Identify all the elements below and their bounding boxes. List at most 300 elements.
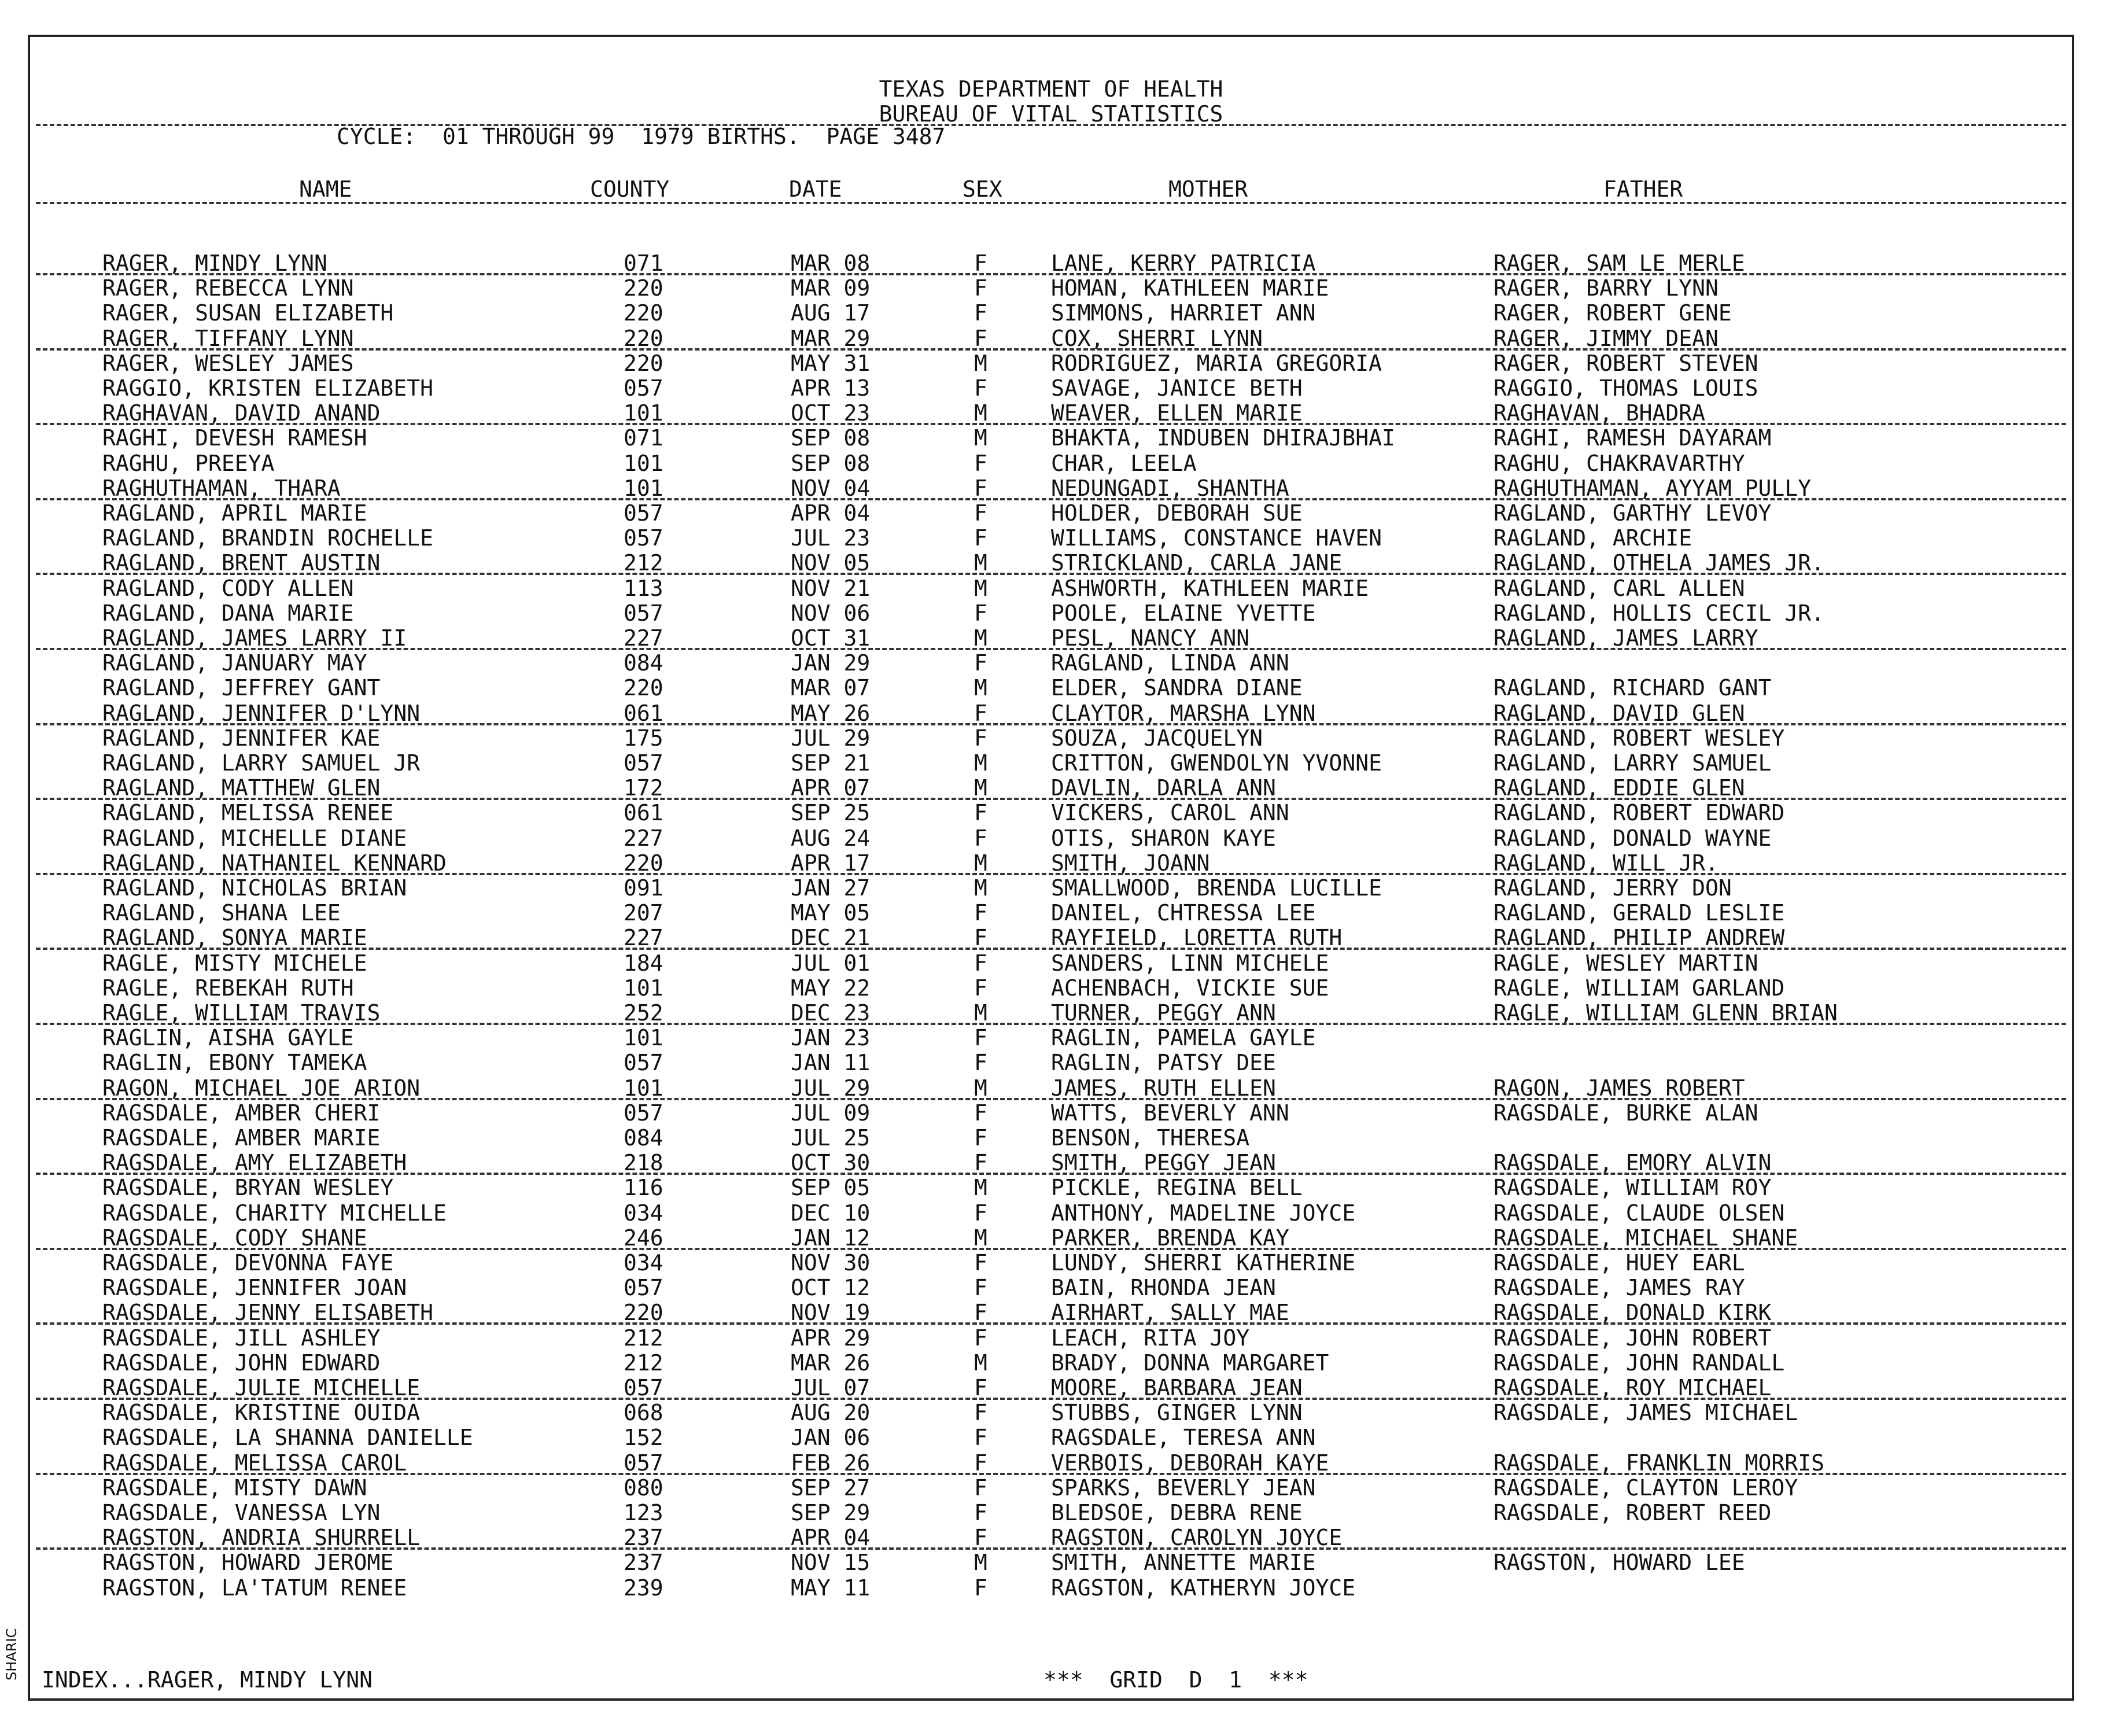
record-row [30,326,2072,351]
column-header-mother: MOTHER [1168,176,1248,202]
record-father: RAGSDALE, CLAUDE OLSEN [1493,1200,1785,1226]
record-name: RAGGIO, KRISTEN ELIZABETH [102,375,433,401]
record-sex: F [974,825,987,851]
record-father: RAGSTON, HOWARD LEE [1493,1550,1745,1576]
record-name: RAGHU, PREEYA [102,450,275,476]
record-father: RAGLE, WILLIAM GLENN BRIAN [1493,1000,1838,1026]
record-row [30,901,2072,926]
record-sex: M [974,550,987,576]
record-father: RAGLAND, PHILIP ANDREW [1493,925,1785,951]
record-county: 034 [624,1250,663,1276]
record-mother: CRITTON, GWENDOLYN YVONNE [1051,750,1382,776]
record-row [30,626,2072,651]
record-county: 220 [624,325,663,351]
record-date: NOV 06 [791,600,871,626]
record-name: RAGLE, REBEKAH RUTH [102,975,354,1001]
record-name: RAGSDALE, JULIE MICHELLE [102,1375,421,1400]
record-date: MAY 11 [791,1575,871,1601]
record-date: AUG 17 [791,300,871,326]
record-date: DEC 21 [791,925,871,951]
record-date: NOV 15 [791,1550,871,1576]
record-row [30,1175,2072,1200]
document-page [28,35,2074,1701]
record-row [30,1425,2072,1450]
record-date: JUL 07 [791,1375,871,1400]
record-date: MAR 29 [791,325,871,351]
record-county: 101 [624,1075,663,1101]
record-county: 123 [624,1500,663,1525]
record-name: RAGLIN, AISHA GAYLE [102,1025,354,1051]
record-row [30,676,2072,701]
record-sex: F [974,300,987,326]
record-date: MAY 05 [791,900,871,926]
record-sex: F [974,650,987,676]
record-sex: F [974,1100,987,1126]
record-date: NOV 30 [791,1250,871,1276]
record-name: RAGLAND, BRENT AUSTIN [102,550,381,576]
record-father: RAGHUTHAMAN, AYYAM PULLY [1493,475,1812,501]
record-name: RAGHAVAN, DAVID ANAND [102,400,381,426]
record-date: FEB 26 [791,1450,871,1476]
record-date: MAR 07 [791,675,871,701]
record-mother: OTIS, SHARON KAYE [1051,825,1276,851]
record-county: 239 [624,1575,663,1601]
record-county: 237 [624,1525,663,1551]
record-mother: VERBOIS, DEBORAH KAYE [1051,1450,1329,1476]
record-row [30,1251,2072,1276]
record-sex: F [974,725,987,751]
record-name: RAGER, WESLEY JAMES [102,350,354,376]
record-county: 057 [624,750,663,776]
record-father: RAGLAND, HOLLIS CECIL JR. [1493,600,1824,626]
record-father: RAGLAND, LARRY SAMUEL [1493,750,1772,776]
record-name: RAGSDALE, MELISSA CAROL [102,1450,407,1476]
record-father: RAGER, ROBERT STEVEN [1493,350,1758,376]
record-date: JUL 29 [791,725,871,751]
record-row [30,651,2072,676]
record-date: JAN 29 [791,650,871,676]
record-mother: RODRIGUEZ, MARIA GREGORIA [1051,350,1382,376]
record-row [30,751,2072,776]
record-sex: M [974,1350,987,1376]
record-mother: DANIEL, CHTRESSA LEE [1051,900,1316,926]
record-row [30,1151,2072,1175]
record-mother: BRADY, DONNA MARGARET [1051,1350,1329,1376]
record-date: APR 07 [791,775,871,801]
record-father: RAGLE, WESLEY MARTIN [1493,950,1758,976]
record-date: OCT 31 [791,625,871,651]
record-county: 061 [624,700,663,726]
record-sex: M [974,1000,987,1026]
record-sex: M [974,1550,987,1576]
record-mother: SMITH, ANNETTE MARIE [1051,1550,1316,1576]
record-sex: M [974,425,987,451]
record-sex: F [974,1575,987,1601]
record-county: 057 [624,1375,663,1400]
record-row [30,1576,2072,1601]
record-sex: M [974,350,987,376]
record-county: 068 [624,1400,663,1426]
record-date: MAR 08 [791,250,871,276]
record-mother: ELDER, SANDRA DIANE [1051,675,1303,701]
record-county: 113 [624,575,663,601]
record-name: RAGLAND, JENNIFER KAE [102,725,381,751]
record-date: JUL 09 [791,1100,871,1126]
record-father: RAGER, ROBERT GENE [1493,300,1732,326]
column-header-date: DATE [789,176,842,202]
record-county: 101 [624,450,663,476]
record-county: 057 [624,500,663,526]
record-row [30,1376,2072,1400]
grid-footer: *** GRID D 1 *** [1043,1667,1308,1693]
record-county: 218 [624,1150,663,1176]
record-row [30,726,2072,751]
record-father: RAGLAND, RICHARD GANT [1493,675,1772,701]
record-mother: BLEDSOE, DEBRA RENE [1051,1500,1303,1525]
record-county: 184 [624,950,663,976]
record-date: JUL 23 [791,525,871,551]
record-county: 071 [624,250,663,276]
record-sex: F [974,1525,987,1551]
record-sex: F [974,800,987,826]
record-sex: M [974,750,987,776]
record-county: 220 [624,300,663,326]
record-mother: JAMES, RUTH ELLEN [1051,1075,1276,1101]
record-row [30,576,2072,601]
record-father: RAGSDALE, CLAYTON LEROY [1493,1475,1798,1501]
record-name: RAGLIN, EBONY TAMEKA [102,1050,367,1076]
record-mother: WILLIAMS, CONSTANCE HAVEN [1051,525,1382,551]
record-name: RAGSDALE, AMY ELIZABETH [102,1150,407,1176]
record-county: 057 [624,1100,663,1126]
record-date: SEP 08 [791,425,871,451]
record-date: AUG 20 [791,1400,871,1426]
record-father: RAGLE, WILLIAM GARLAND [1493,975,1785,1001]
record-county: 084 [624,650,663,676]
record-mother: HOMAN, KATHLEEN MARIE [1051,275,1329,301]
record-row [30,451,2072,476]
record-date: APR 29 [791,1325,871,1351]
record-sex: F [974,1300,987,1326]
record-row [30,401,2072,426]
record-name: RAGLE, MISTY MICHELE [102,950,367,976]
record-mother: STRICKLAND, CARLA JANE [1051,550,1343,576]
record-mother: HOLDER, DEBORAH SUE [1051,500,1303,526]
column-header-county: COUNTY [590,176,670,202]
record-name: RAGLAND, CODY ALLEN [102,575,354,601]
record-row [30,276,2072,301]
record-mother: ANTHONY, MADELINE JOYCE [1051,1200,1356,1226]
record-row [30,801,2072,825]
record-name: RAGLAND, JENNIFER D'LYNN [102,700,421,726]
record-sex: F [974,475,987,501]
record-sex: F [974,1450,987,1476]
record-sex: M [974,875,987,901]
record-father: RAGER, BARRY LYNN [1493,275,1719,301]
record-sex: F [974,1325,987,1351]
record-sex: M [974,1225,987,1251]
record-county: 061 [624,800,663,826]
row-guide-rule [36,1098,2066,1100]
record-name: RAGSDALE, CODY SHANE [102,1225,367,1251]
record-mother: MOORE, BARBARA JEAN [1051,1375,1303,1400]
record-row [30,1501,2072,1525]
record-name: RAGON, MICHAEL JOE ARION [102,1075,421,1101]
record-sex: M [974,575,987,601]
row-guide-rule [36,1322,2066,1325]
record-mother: VICKERS, CAROL ANN [1051,800,1289,826]
record-sex: F [974,525,987,551]
record-date: SEP 21 [791,750,871,776]
record-mother: ASHWORTH, KATHLEEN MARIE [1051,575,1369,601]
record-row [30,1276,2072,1300]
record-county: 071 [624,425,663,451]
record-father: RAGLAND, OTHELA JAMES JR. [1493,550,1824,576]
record-county: 207 [624,900,663,926]
record-row [30,701,2072,726]
record-date: JUL 25 [791,1125,871,1151]
record-date: APR 04 [791,1525,871,1551]
record-father: RAGSDALE, EMORY ALVIN [1493,1150,1772,1176]
record-date: JUL 01 [791,950,871,976]
column-header-rule [36,202,2066,204]
record-county: 220 [624,675,663,701]
record-mother: LEACH, RITA JOY [1051,1325,1250,1351]
record-father: RAGSDALE, WILLIAM ROY [1493,1175,1772,1201]
record-sex: F [974,1400,987,1426]
record-sex: F [974,450,987,476]
record-father: RAGSDALE, HUEY EARL [1493,1250,1745,1276]
record-date: AUG 24 [791,825,871,851]
bureau-title: BUREAU OF VITAL STATISTICS [879,101,1223,127]
record-date: SEP 29 [791,1500,871,1525]
record-sex: F [974,900,987,926]
record-date: JAN 23 [791,1025,871,1051]
record-row [30,551,2072,576]
record-county: 057 [624,525,663,551]
record-county: 101 [624,475,663,501]
record-date: APR 17 [791,850,871,876]
record-county: 175 [624,725,663,751]
record-father: RAGHI, RAMESH DAYARAM [1493,425,1772,451]
record-sex: M [974,625,987,651]
record-county: 212 [624,1350,663,1376]
row-guide-rule [36,573,2066,575]
record-father: RAGHAVAN, BHADRA [1493,400,1706,426]
record-row [30,1126,2072,1151]
record-name: RAGSTON, LA'TATUM RENEE [102,1575,407,1601]
record-county: 227 [624,925,663,951]
record-father: RAGON, JAMES ROBERT [1493,1075,1745,1101]
record-name: RAGLAND, NICHOLAS BRIAN [102,875,407,901]
row-guide-rule [36,723,2066,725]
record-father: RAGLAND, EDDIE GLEN [1493,775,1745,801]
record-name: RAGSDALE, KRISTINE OUIDA [102,1400,421,1426]
record-county: 116 [624,1175,663,1201]
record-row [30,1201,2072,1226]
record-name: RAGLE, WILLIAM TRAVIS [102,1000,381,1026]
record-father: RAGLAND, DAVID GLEN [1493,700,1745,726]
side-mark: SHARIC [3,1628,20,1680]
record-mother: COX, SHERRI LYNN [1051,325,1263,351]
record-father: RAGLAND, GARTHY LEVOY [1493,500,1772,526]
record-father: RAGSDALE, JOHN ROBERT [1493,1325,1772,1351]
record-county: 057 [624,1275,663,1301]
record-name: RAGSDALE, AMBER MARIE [102,1125,381,1151]
record-county: 101 [624,1025,663,1051]
record-name: RAGLAND, MATTHEW GLEN [102,775,381,801]
record-father: RAGSDALE, JOHN RANDALL [1493,1350,1785,1376]
record-father: RAGSDALE, JAMES RAY [1493,1275,1745,1301]
record-date: JAN 12 [791,1225,871,1251]
record-mother: BAIN, RHONDA JEAN [1051,1275,1276,1301]
record-sex: F [974,375,987,401]
record-sex: F [974,1200,987,1226]
record-father: RAGLAND, GERALD LESLIE [1493,900,1785,926]
record-sex: M [974,775,987,801]
record-date: NOV 05 [791,550,871,576]
record-name: RAGLAND, LARRY SAMUEL JR [102,750,421,776]
record-name: RAGHUTHAMAN, THARA [102,475,341,501]
record-father: RAGER, JIMMY DEAN [1493,325,1719,351]
record-row [30,426,2072,451]
record-sex: F [974,950,987,976]
record-row [30,526,2072,551]
record-name: RAGSDALE, CHARITY MICHELLE [102,1200,447,1226]
record-row [30,351,2072,376]
record-county: 246 [624,1225,663,1251]
record-sex: M [974,675,987,701]
record-mother: DAVLIN, DARLA ANN [1051,775,1276,801]
record-row [30,876,2072,901]
record-date: OCT 30 [791,1150,871,1176]
record-county: 220 [624,850,663,876]
record-row [30,951,2072,976]
record-sex: M [974,850,987,876]
record-county: 227 [624,625,663,651]
record-name: RAGER, REBECCA LYNN [102,275,354,301]
record-name: RAGLAND, MICHELLE DIANE [102,825,407,851]
record-county: 101 [624,400,663,426]
record-mother: WATTS, BEVERLY ANN [1051,1100,1289,1126]
record-sex: M [974,1175,987,1201]
record-date: SEP 27 [791,1475,871,1501]
record-sex: M [974,1075,987,1101]
record-row [30,301,2072,326]
record-father: RAGLAND, JAMES LARRY [1493,625,1758,651]
row-guide-rule [36,1473,2066,1475]
record-county: 252 [624,1000,663,1026]
record-father: RAGSDALE, ROBERT REED [1493,1500,1772,1525]
column-header-sex: SEX [963,176,1002,202]
record-county: 152 [624,1425,663,1451]
record-father: RAGSDALE, ROY MICHAEL [1493,1375,1772,1400]
record-date: OCT 12 [791,1275,871,1301]
record-mother: SPARKS, BEVERLY JEAN [1051,1475,1316,1501]
record-row [30,826,2072,851]
record-mother: RAGLAND, LINDA ANN [1051,650,1289,676]
record-name: RAGSDALE, LA SHANNA DANIELLE [102,1425,473,1451]
record-date: JAN 27 [791,875,871,901]
record-row [30,1300,2072,1325]
record-father: RAGSDALE, BURKE ALAN [1493,1100,1758,1126]
record-mother: SMITH, PEGGY JEAN [1051,1150,1276,1176]
record-mother: LANE, KERRY PATRICIA [1051,250,1316,276]
record-date: JAN 06 [791,1425,871,1451]
record-mother: WEAVER, ELLEN MARIE [1051,400,1303,426]
record-father: RAGLAND, JERRY DON [1493,875,1732,901]
record-sex: F [974,500,987,526]
record-mother: PARKER, BRENDA KAY [1051,1225,1289,1251]
record-mother: BHAKTA, INDUBEN DHIRAJBHAI [1051,425,1395,451]
record-mother: ACHENBACH, VICKIE SUE [1051,975,1329,1001]
record-name: RAGLAND, APRIL MARIE [102,500,367,526]
record-row [30,601,2072,626]
record-row [30,1051,2072,1075]
record-county: 212 [624,550,663,576]
record-row [30,1550,2072,1575]
record-county: 212 [624,1325,663,1351]
record-mother: BENSON, THERESA [1051,1125,1250,1151]
record-date: DEC 10 [791,1200,871,1226]
record-sex: F [974,1275,987,1301]
record-county: 237 [624,1550,663,1576]
record-name: RAGLAND, DANA MARIE [102,600,354,626]
record-row [30,851,2072,876]
record-date: OCT 23 [791,400,871,426]
department-title: TEXAS DEPARTMENT OF HEALTH [879,76,1223,102]
record-county: 220 [624,350,663,376]
record-date: NOV 21 [791,575,871,601]
record-date: DEC 23 [791,1000,871,1026]
record-mother: STUBBS, GINGER LYNN [1051,1400,1303,1426]
record-mother: LUNDY, SHERRI KATHERINE [1051,1250,1356,1276]
record-row [30,776,2072,801]
record-name: RAGSDALE, BRYAN WESLEY [102,1175,394,1201]
record-mother: SOUZA, JACQUELYN [1051,725,1263,751]
record-father: RAGLAND, DONALD WAYNE [1493,825,1772,851]
record-row [30,376,2072,401]
record-father: RAGGIO, THOMAS LOUIS [1493,375,1758,401]
record-sex: F [974,1500,987,1525]
record-mother: CLAYTOR, MARSHA LYNN [1051,700,1316,726]
record-name: RAGSDALE, JENNY ELISABETH [102,1300,433,1326]
record-mother: NEDUNGADI, SHANTHA [1051,475,1289,501]
cycle-line: CYCLE: 01 THROUGH 99 1979 BIRTHS. PAGE 3487 [337,124,946,149]
record-father: RAGLAND, CARL ALLEN [1493,575,1745,601]
record-name: RAGLAND, MELISSA RENEE [102,800,394,826]
record-name: RAGSDALE, VANESSA LYN [102,1500,381,1525]
record-name: RAGER, SUSAN ELIZABETH [102,300,394,326]
record-name: RAGSDALE, DEVONNA FAYE [102,1250,394,1276]
record-row [30,1451,2072,1476]
record-row [30,1026,2072,1051]
record-father: RAGLAND, ROBERT EDWARD [1493,800,1785,826]
record-name: RAGLAND, NATHANIEL KENNARD [102,850,447,876]
record-row [30,1525,2072,1550]
record-date: JAN 11 [791,1050,871,1076]
record-sex: F [974,275,987,301]
record-row [30,1001,2072,1026]
record-name: RAGER, TIFFANY LYNN [102,325,354,351]
record-sex: F [974,1475,987,1501]
record-father: RAGSDALE, FRANKLIN MORRIS [1493,1450,1824,1476]
record-sex: M [974,400,987,426]
column-header-name: NAME [299,176,352,202]
record-sex: F [974,1250,987,1276]
record-sex: F [974,1025,987,1051]
record-name: RAGSDALE, JILL ASHLEY [102,1325,381,1351]
